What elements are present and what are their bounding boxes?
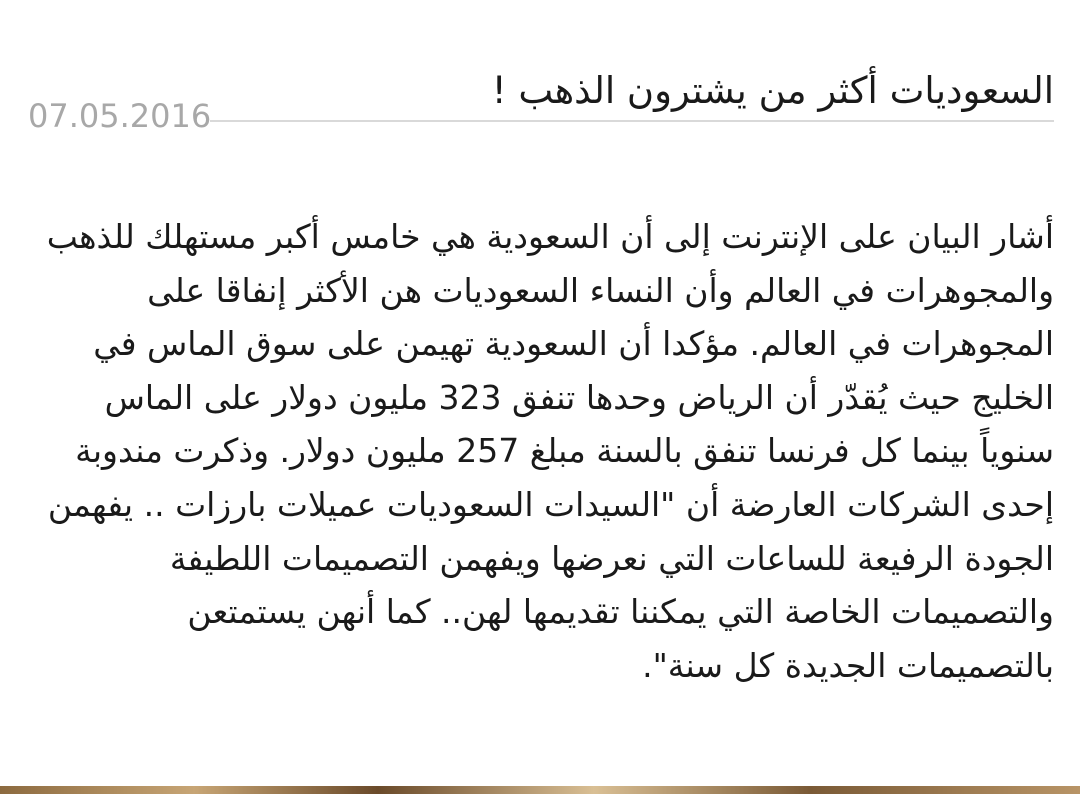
article-image-edge <box>0 786 1080 794</box>
article-title: السعوديات أكثر من يشترون الذهب ! <box>491 69 1054 112</box>
title-divider <box>210 120 1054 122</box>
article-body: أشار البيان على الإنترنت إلى أن السعودية هي خامس أكبر مستهلك للذهب والمجوهرات في العالم وأن النساء السعوديات هن الأكثر إنفاقا على المجوهرات في العالم. مؤكدا أن السعودية تهيمن على سوق الماس في الخليج حيث يُقدّر أن الرياض وحدها تنفق 323 مليون دولار على الماس سنوياً بينما كل فرنسا تنفق بالسنة مبلغ 257 مليون دولار. وذكرت مندوبة إحدى الشركات العارضة أن "السيدات السعوديات عميلات بارزات .. يفهمن الجودة الرفيعة للساعات التي نعرضها ويفهمن التصميمات اللطيفة والتصميمات الخاصة التي يمكننا تقديمها لهن.. كما أنهن يستمتعن بالتصميمات الجديدة كل سنة". <box>46 217 1054 685</box>
article-date: 07.05.2016 <box>28 97 212 135</box>
article-header <box>28 62 1054 135</box>
